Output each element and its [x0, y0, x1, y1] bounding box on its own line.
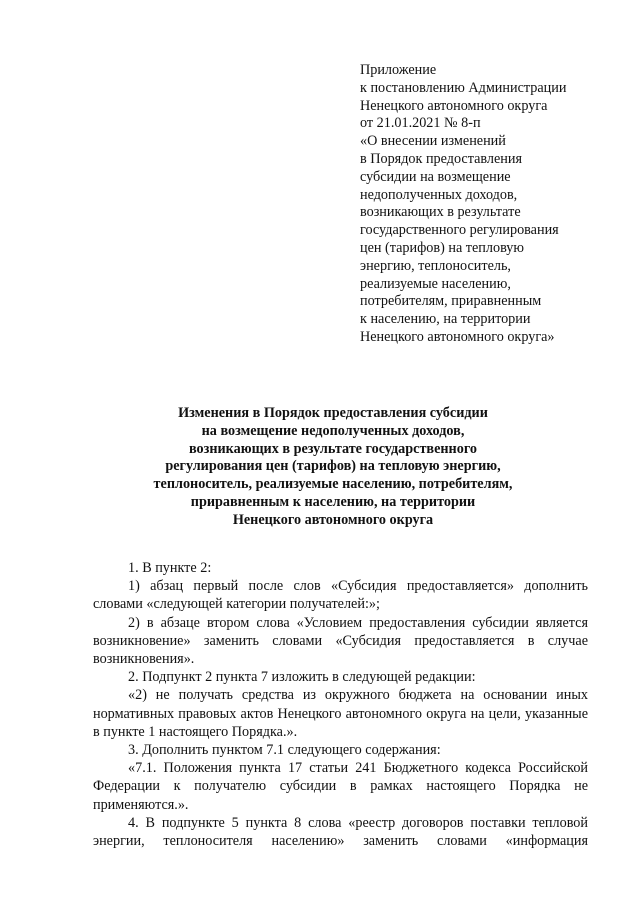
appendix-line: от 21.01.2021 № 8-п	[360, 115, 481, 132]
appendix-line: реализуемые населению,	[360, 275, 511, 292]
appendix-block	[360, 62, 630, 347]
title-line: регулирования цен (тарифов) на тепловую энергию,	[165, 458, 501, 475]
body-paragraph: 2. Подпункт 2 пункта 7 изложить в следующей редакции:	[128, 669, 476, 686]
body-paragraph: 3. Дополнить пунктом 7.1 следующего содержания:	[128, 742, 441, 759]
appendix-line: к населению, на территории	[360, 311, 531, 328]
body-paragraph: «7.1. Положения пункта 17 статьи 241 Бюджетного кодекса Российской Федерации к получателю субсидии в рамках настоящего Порядка не применяются.».	[93, 760, 588, 813]
document-title	[120, 405, 546, 530]
appendix-line: потребителям, приравненным	[360, 293, 542, 310]
title-line: на возмещение недополученных доходов,	[201, 422, 465, 439]
body-paragraph: 1. В пункте 2:	[128, 560, 212, 576]
body-paragraph: 1) абзац первый после слов «Субсидия предоставляется» дополнить словами «следующей категории получателей:»;	[93, 578, 588, 613]
appendix-line: субсидии на возмещение	[360, 168, 511, 185]
body-paragraph: 2) в абзаце втором слова «Условием предоставления субсидии является возникновение» заменить словами «Субсидия предоставляется в случае возникновения».	[93, 614, 588, 668]
appendix-line: недополученных доходов,	[360, 186, 518, 203]
title-line: возникающих в результате государственного	[188, 440, 478, 457]
appendix-line: государственного регулирования	[360, 222, 559, 239]
appendix-line: энергию, теплоноситель,	[360, 257, 511, 274]
appendix-line: к постановлению Администрации	[360, 79, 567, 96]
body-paragraph: «2) не получать средства из окружного бюджета на основании иных нормативных правовых актов Ненецкого автономного округа на цели, указанные в пункте 1 настоящего Порядка.».	[93, 687, 588, 740]
appendix-line: Приложение	[360, 62, 437, 78]
document-body	[93, 559, 588, 850]
appendix-line: Ненецкого автономного округа	[360, 97, 548, 114]
title-line: теплоноситель, реализуемые населению, потребителям,	[153, 476, 513, 493]
appendix-line: Ненецкого автономного округа»	[360, 328, 555, 345]
title-line: Изменения в Порядок предоставления субсидии	[178, 405, 488, 421]
body-paragraph: 4. В подпункте 5 пункта 8 слова «реестр договоров поставки тепловой энергии, теплоносителя населению» заменить словами «информация	[93, 814, 588, 850]
title-line: приравненным к населению, на территории	[190, 493, 476, 510]
title-line: Ненецкого автономного округа	[232, 511, 434, 528]
appendix-line: «О внесении изменений	[360, 133, 506, 150]
appendix-line: цен (тарифов) на тепловую	[360, 239, 524, 256]
appendix-line: возникающих в результате	[360, 204, 521, 221]
appendix-line: в Порядок предоставления	[360, 150, 522, 167]
